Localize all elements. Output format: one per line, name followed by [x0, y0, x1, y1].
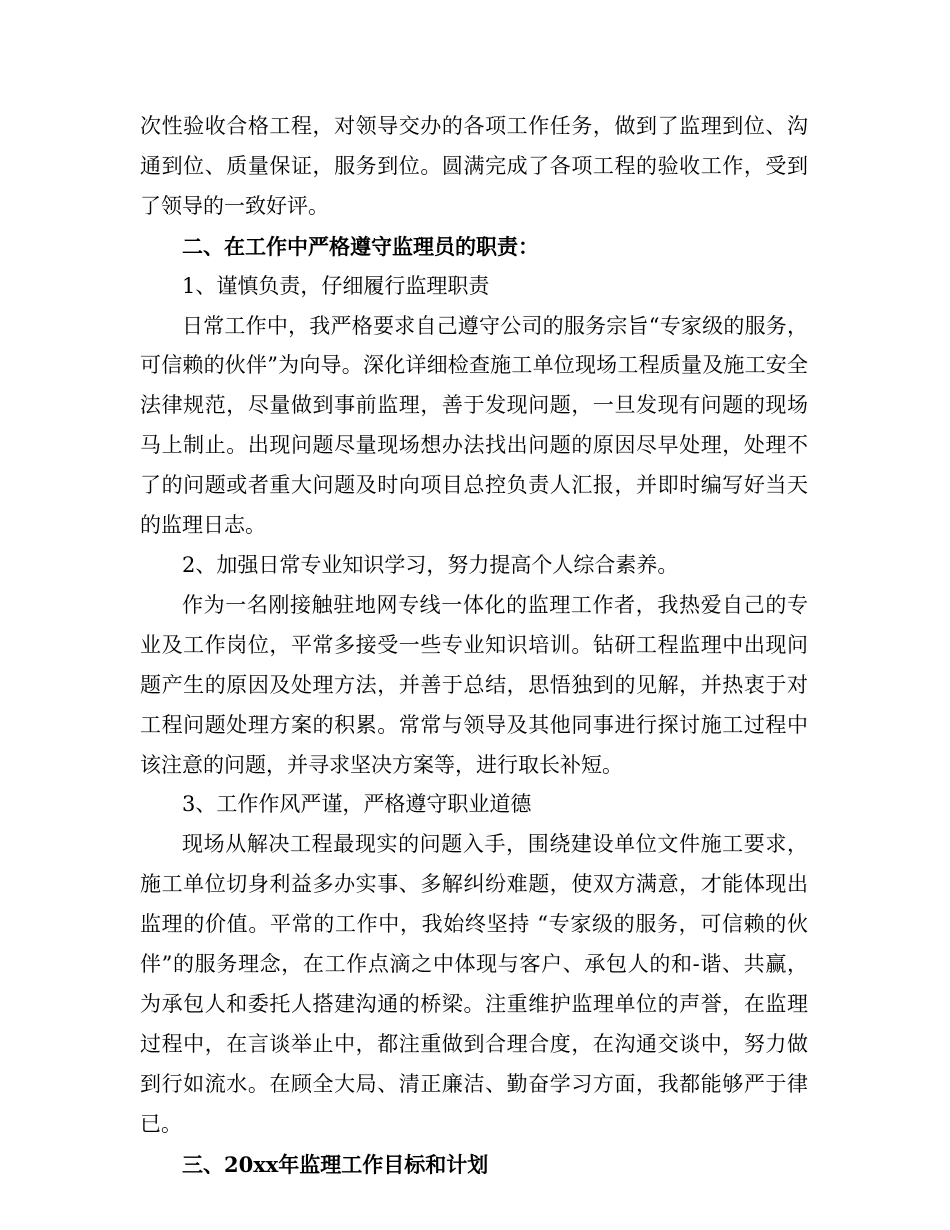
subheading-1: 1、谨慎负责，仔细履行监理职责: [182, 273, 490, 298]
section-heading-2: 二、在工作中严格遵守监理员的职责：: [182, 233, 539, 259]
subheading-2: 2、加强日常专业知识学习，努力提高个人综合素养。: [182, 552, 679, 577]
paragraph-duties: 日常工作中，我严格要求自己遵守公司的服务宗旨“专家级的服务，可信赖的伙伴”为向导。深化详细检查施工单位现场工程质量及施工安全法律规范，尽量做到事前监理，善于发现问题，一旦发现有问题的现场马上制止。出现问题尽量现场想办法找出问题的原因尽早处理，处理不了的问题或者重大问题及时向项目总控负责人汇报，并即时编写好当天的监理日志。: [140, 313, 808, 538]
paragraph-continuation: 次性验收合格工程，对领导交办的各项工作任务，做到了监理到位、沟通到位、质量保证，服务到位。圆满完成了各项工程的验收工作，受到了领导的一致好评。: [140, 114, 808, 218]
paragraph-learning: 作为一名刚接触驻地网专线一体化的监理工作者，我热爱自己的专业及工作岗位，平常多接受一些专业知识培训。钻研工程监理中出现问题产生的原因及处理方法，并善于总结，思悟独到的见解，并热衷于对工程问题处理方案的积累。常常与领导及其他同事进行探讨施工过程中该注意的问题，并寻求坚决方案等，进行取长补短。: [140, 592, 808, 777]
paragraph-ethics: 现场从解决工程最现实的问题入手，围绕建设单位文件施工要求，施工单位切身利益多办实事、多解纠纷难题，使双方满意，才能体现出监理的价值。平常的工作中，我始终坚持 “专家级的服务，可信赖的伙伴”的服务理念，在工作点滴之中体现与客户、承包人的和-谐、共赢，为承包人和委托人搭建沟通的桥梁。注重维护监理单位的声誉，在监理过程中，在言谈举止中，都注重做到合理合度，在沟通交谈中，努力做到行如流水。在顾全大局、清正廉洁、勤奋学习方面，我都能够严于律已。: [140, 832, 808, 1136]
section-heading-3: 三、20xx年监理工作目标和计划: [182, 1151, 489, 1177]
subheading-3: 3、工作作风严谨，严格遵守职业道德: [182, 792, 532, 817]
